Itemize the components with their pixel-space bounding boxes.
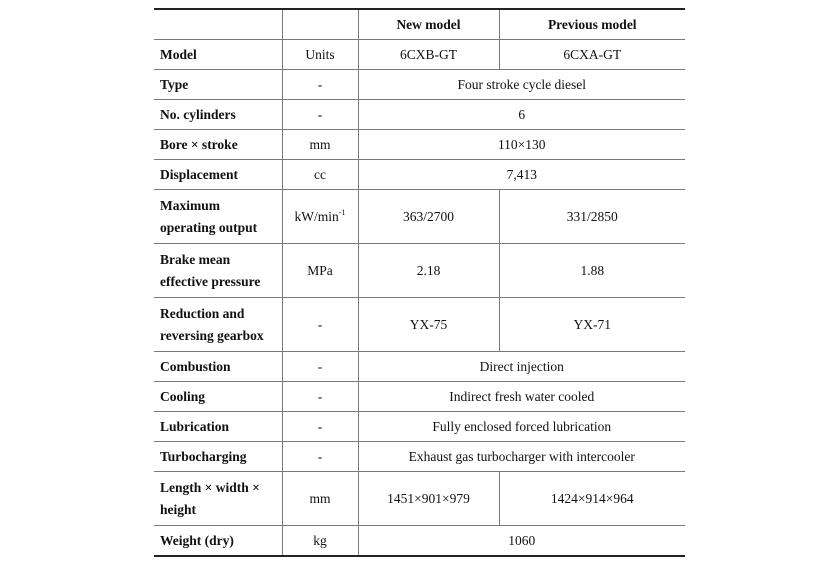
shared-value: Four stroke cycle diesel xyxy=(358,70,685,100)
table-row xyxy=(154,472,685,526)
table-row xyxy=(154,40,685,70)
table-row xyxy=(154,244,685,298)
row-label-line: Maximum xyxy=(160,197,220,213)
row-label xyxy=(154,244,282,298)
row-label: Displacement xyxy=(154,160,282,190)
row-label-line: Reduction and xyxy=(160,305,245,321)
row-label xyxy=(154,472,282,526)
new-model-value: 363/2700 xyxy=(358,190,499,244)
row-label: Lubrication xyxy=(154,412,282,442)
table-row xyxy=(154,130,685,160)
row-label: Turbocharging xyxy=(154,442,282,472)
row-label-line: effective pressure xyxy=(160,273,261,289)
table-row xyxy=(154,442,685,472)
unit-base: kW/min xyxy=(294,208,339,224)
row-unit: kg xyxy=(282,526,358,557)
shared-value: 110×130 xyxy=(358,130,685,160)
row-label: Weight (dry) xyxy=(154,526,282,557)
shared-value: 7,413 xyxy=(358,160,685,190)
row-label: No. cylinders xyxy=(154,100,282,130)
new-model-value: 2.18 xyxy=(358,244,499,298)
row-label: Model xyxy=(154,40,282,70)
shared-value: Direct injection xyxy=(358,352,685,382)
table-row xyxy=(154,412,685,442)
row-unit: - xyxy=(282,298,358,352)
row-unit: - xyxy=(282,382,358,412)
row-unit: - xyxy=(282,70,358,100)
table-row xyxy=(154,526,685,557)
previous-model-value: 1424×914×964 xyxy=(499,472,685,526)
row-label: Type xyxy=(154,70,282,100)
previous-model-value: 331/2850 xyxy=(499,190,685,244)
table-row xyxy=(154,100,685,130)
header-blank-cell xyxy=(154,9,282,40)
shared-value: Exhaust gas turbocharger with intercooler xyxy=(358,442,685,472)
row-unit: - xyxy=(282,442,358,472)
engine-spec-table xyxy=(154,8,685,557)
unit-superscript: -1 xyxy=(338,207,346,217)
table-row xyxy=(154,160,685,190)
previous-model-value: 1.88 xyxy=(499,244,685,298)
row-label-line: Length × width × xyxy=(160,479,260,495)
row-unit: - xyxy=(282,352,358,382)
row-unit: MPa xyxy=(282,244,358,298)
row-unit: mm xyxy=(282,130,358,160)
shared-value: 1060 xyxy=(358,526,685,557)
row-label: Combustion xyxy=(154,352,282,382)
table-row xyxy=(154,70,685,100)
shared-value: 6 xyxy=(358,100,685,130)
row-label-line: height xyxy=(160,501,197,517)
previous-model-value: 6CXA-GT xyxy=(499,40,685,70)
row-label: Bore × stroke xyxy=(154,130,282,160)
previous-model-value: YX-71 xyxy=(499,298,685,352)
table-row xyxy=(154,190,685,244)
new-model-value: YX-75 xyxy=(358,298,499,352)
row-unit: - xyxy=(282,412,358,442)
table-row xyxy=(154,298,685,352)
row-unit: mm xyxy=(282,472,358,526)
table-row xyxy=(154,352,685,382)
shared-value: Indirect fresh water cooled xyxy=(358,382,685,412)
row-label-line: reversing gearbox xyxy=(160,327,264,343)
row-unit: - xyxy=(282,100,358,130)
row-label-line: operating output xyxy=(160,219,258,235)
table-row xyxy=(154,382,685,412)
row-label xyxy=(154,190,282,244)
new-model-value: 1451×901×979 xyxy=(358,472,499,526)
header-new-model: New model xyxy=(358,9,499,40)
row-unit: cc xyxy=(282,160,358,190)
row-label xyxy=(154,298,282,352)
row-label-line: Brake mean xyxy=(160,251,231,267)
row-unit: Units xyxy=(282,40,358,70)
row-label: Cooling xyxy=(154,382,282,412)
table-header-row xyxy=(154,9,685,40)
shared-value: Fully enclosed forced lubrication xyxy=(358,412,685,442)
header-blank-cell xyxy=(282,9,358,40)
new-model-value: 6CXB-GT xyxy=(358,40,499,70)
row-unit xyxy=(282,190,358,244)
header-previous-model: Previous model xyxy=(499,9,685,40)
